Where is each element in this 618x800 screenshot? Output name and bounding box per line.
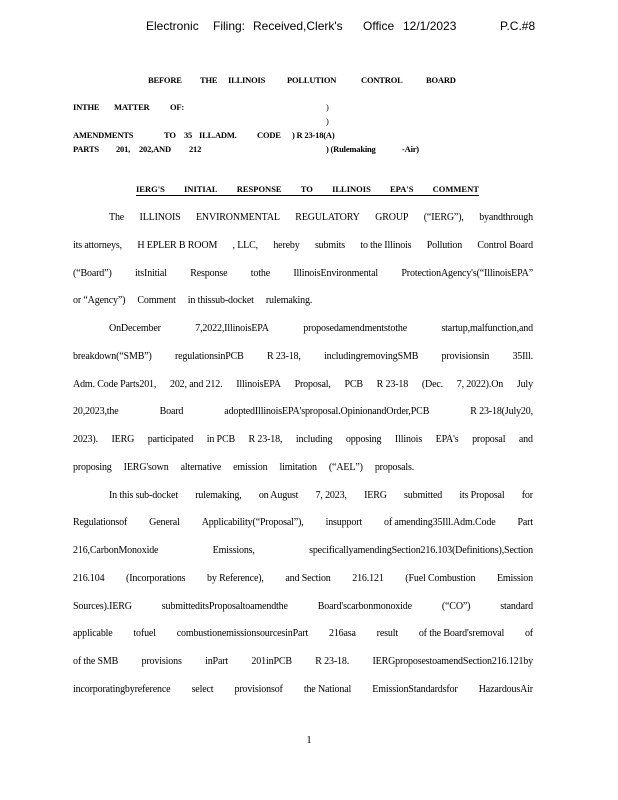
body-word: rulemaking, <box>195 489 242 501</box>
body-word: (“IERG”), <box>423 212 464 223</box>
body-word: of amending35Ill.Adm.Code <box>383 517 496 529</box>
body-word: REGULATORY <box>295 212 360 223</box>
body-line <box>73 295 533 306</box>
body-word: R 23-18, <box>248 434 283 445</box>
body-word: to the Illinois <box>360 239 412 251</box>
body-word: IERG'sown <box>123 461 169 473</box>
body-word: by Reference), <box>207 572 264 584</box>
body-word: and <box>518 434 533 445</box>
body-word: Comment <box>137 295 176 307</box>
body-word: tofuel <box>133 628 156 640</box>
title-word: EPA'S <box>390 184 414 194</box>
matter-word: INTHE <box>73 102 100 112</box>
body-line <box>73 573 533 584</box>
rulemaking-label: ) (Rulemaking <box>326 144 376 154</box>
header-office: Office <box>363 19 395 33</box>
header-received: Received,Clerk's <box>253 19 343 33</box>
body-word: includingremovingSMB <box>324 350 419 362</box>
amend-word: CODE <box>257 130 281 140</box>
header-filing2: Filing: <box>213 19 246 33</box>
body-word: select <box>191 683 214 695</box>
body-word: 7, 2023, <box>315 489 347 501</box>
body-word: Control Board <box>477 239 533 251</box>
body-word: IERG <box>111 434 135 445</box>
body-line <box>109 323 533 334</box>
body-word: rulemaking. <box>265 295 313 307</box>
body-word: Applicability(“Proposal”), <box>201 517 304 529</box>
body-word: in PCB <box>206 434 235 445</box>
body-word: its attorneys, <box>73 239 123 251</box>
body-word: Adm. Code Parts201, <box>73 378 157 390</box>
body-word: Part <box>517 517 533 529</box>
body-word: of <box>524 628 533 640</box>
body-word: 35Ill. <box>512 350 533 362</box>
body-word: ENVIRONMENTAL <box>195 212 280 223</box>
title-word: COMMENT <box>432 184 479 194</box>
parts-word: 212 <box>189 144 202 154</box>
body-word: provisions <box>141 656 182 667</box>
body-word: H EPLER B ROOM <box>137 239 218 251</box>
title-word: TO <box>300 184 313 194</box>
body-word: July <box>516 378 533 390</box>
body-line <box>73 628 533 639</box>
page-number: 1 <box>306 734 312 746</box>
body-word: in thissub-docket <box>187 295 254 307</box>
amend-word: 35 <box>184 130 193 140</box>
body-word: Regulationsof <box>73 517 128 529</box>
before-word: CONTROL <box>361 75 403 85</box>
body-word: itsInitial <box>135 267 167 279</box>
body-line <box>109 212 533 223</box>
matter-word: MATTER <box>114 102 150 112</box>
body-word: OnDecember <box>109 323 161 334</box>
body-word: 216.104 <box>73 572 105 584</box>
body-word: limitation <box>279 461 317 473</box>
before-word: POLLUTION <box>287 75 337 85</box>
body-word: , LLC, <box>232 239 258 251</box>
body-word: (Dec. <box>421 378 443 390</box>
header-pc: P.C.#8 <box>500 19 536 33</box>
body-line <box>73 601 533 612</box>
body-word: Proposal, <box>294 378 331 390</box>
matter-word: OF: <box>170 102 185 112</box>
body-word: for <box>521 489 533 501</box>
body-word: the National <box>303 683 352 695</box>
amend-word: ILL.ADM. <box>199 130 237 140</box>
body-word: proposal <box>472 434 506 445</box>
caption-paren: ) <box>326 116 329 126</box>
body-word: ProtectionAgency's(“IllinoisEPA” <box>401 267 533 279</box>
body-word: alternative <box>180 461 222 473</box>
body-word: (“AEL”) <box>328 461 363 473</box>
body-word: combustionemissionsourcesinPart <box>176 628 309 640</box>
body-line <box>73 434 533 445</box>
header-filing: Electronic <box>146 19 199 33</box>
body-word: The <box>109 212 125 223</box>
body-word: submitted <box>404 489 443 501</box>
body-word: result <box>376 628 398 640</box>
body-word: (“Board”) <box>73 267 112 279</box>
body-word: 202, and 212. <box>169 378 223 390</box>
body-word: regulationsinPCB <box>174 350 244 362</box>
body-word: emission <box>233 461 268 473</box>
body-line <box>73 517 533 528</box>
body-line <box>73 545 533 556</box>
body-word: submitteditsProposaltoamendthe <box>161 600 288 612</box>
body-word: on August <box>258 489 299 501</box>
title-word: RESPONSE <box>236 184 282 194</box>
amend-word: TO <box>164 130 176 140</box>
body-line <box>73 268 533 279</box>
title-word: IERG'S <box>136 184 165 194</box>
body-word: Board <box>159 406 184 418</box>
air-label: -Air) <box>402 144 419 154</box>
body-word: HazardousAir <box>478 683 533 695</box>
caption-paren: ) <box>326 102 329 112</box>
amend-word: AMENDMENTS <box>73 130 134 140</box>
body-word: R 23-18, <box>266 350 301 362</box>
before-word: ILLINOIS <box>228 75 266 85</box>
body-line <box>73 684 533 695</box>
title-word: ILLINOIS <box>332 184 371 194</box>
body-word: 201inPCB <box>251 656 292 667</box>
body-word: Sources).IERG <box>73 600 132 612</box>
body-word: Illinois <box>394 434 423 445</box>
body-word: 20,2023,the <box>73 406 119 418</box>
body-word: participated <box>147 434 194 445</box>
body-word: proposing <box>73 461 112 473</box>
before-word: THE <box>200 75 218 85</box>
body-line <box>73 240 533 251</box>
body-word: of the Board'sremoval <box>418 628 505 640</box>
body-word: 216.121 <box>352 572 384 584</box>
body-word: tothe <box>250 267 270 279</box>
body-word: In this sub-docket <box>109 489 178 501</box>
body-word: standard <box>500 600 533 612</box>
body-word: byandthrough <box>479 212 533 223</box>
body-word: 216asa <box>328 628 356 640</box>
body-word: 216,CarbonMonoxide <box>73 545 159 556</box>
body-word: R 23-18 <box>376 378 409 390</box>
document-title <box>136 184 479 196</box>
body-word: Emission <box>496 572 533 584</box>
parts-word: 201, <box>116 144 131 154</box>
body-word: opposing <box>345 434 382 445</box>
body-word: IllinoisEnvironmental <box>293 267 378 279</box>
body-word: specificallyamendingSection216.103(Definitions),Section <box>309 545 533 556</box>
body-word: breakdown(“SMB”) <box>73 350 152 362</box>
body-word: adoptedIllinoisEPA'sproposal.OpinionandOrder,PCB <box>224 406 430 418</box>
body-word: EPA's <box>435 434 459 445</box>
body-line <box>73 351 533 362</box>
body-word: 7, 2022).On <box>456 378 504 390</box>
body-word: applicable <box>73 628 113 640</box>
body-word: Emissions, <box>212 545 255 556</box>
body-word: General <box>149 517 180 529</box>
body-word: IllinoisEPA <box>236 378 281 390</box>
body-word: submits <box>314 239 346 251</box>
body-word: or “Agency”) <box>73 295 126 307</box>
body-word: inPart <box>205 656 229 667</box>
body-word: 7,2022,IllinoisEPA <box>195 323 269 334</box>
body-word: of the SMB <box>73 656 119 667</box>
before-word: BEFORE <box>148 75 182 85</box>
body-word: proposals. <box>374 461 415 473</box>
body-word: (Fuel Combustion <box>405 572 476 584</box>
before-word: BOARD <box>426 75 456 85</box>
body-word: EmissionStandardsfor <box>372 683 458 695</box>
body-word: provisionsin <box>441 350 490 362</box>
body-word: IERG <box>364 489 387 501</box>
body-word: its Proposal <box>459 489 505 501</box>
body-word: Board'scarbonmonoxide <box>317 600 412 612</box>
body-line <box>73 462 533 473</box>
body-word: ILLINOIS <box>139 212 181 223</box>
body-word: hereby <box>273 239 300 251</box>
body-word: proposedamendmentstothe <box>303 323 408 334</box>
body-word: (“CO”) <box>441 600 471 612</box>
parts-word: PARTS <box>73 144 99 154</box>
body-line <box>73 656 533 667</box>
body-word: insupport <box>325 517 363 529</box>
body-word: GROUP <box>375 212 409 223</box>
body-word: startup,malfunction,and <box>441 323 533 334</box>
body-word: R 23-18. <box>315 656 350 667</box>
body-word: and Section <box>285 572 331 584</box>
body-word: (Incorporations <box>126 572 186 584</box>
body-line <box>73 406 533 417</box>
body-word: provisionsof <box>234 683 283 695</box>
body-word: PCB <box>344 378 363 390</box>
body-word: Response <box>190 267 228 279</box>
body-word: IERGproposestoamendSection216.121by <box>372 656 533 667</box>
parts-word: 202,AND <box>139 144 171 154</box>
body-word: 2023). <box>73 434 98 445</box>
body-word: incorporatingbyreference <box>73 683 171 695</box>
body-word: Pollution <box>426 239 463 251</box>
header-date: 12/1/2023 <box>403 19 457 33</box>
body-line <box>109 490 533 501</box>
body-line <box>73 379 533 390</box>
docket-number: ) R 23-18(A) <box>292 130 335 140</box>
body-word: R 23-18(July20, <box>470 406 533 418</box>
body-word: including <box>295 434 333 445</box>
title-word: INITIAL <box>184 184 218 194</box>
